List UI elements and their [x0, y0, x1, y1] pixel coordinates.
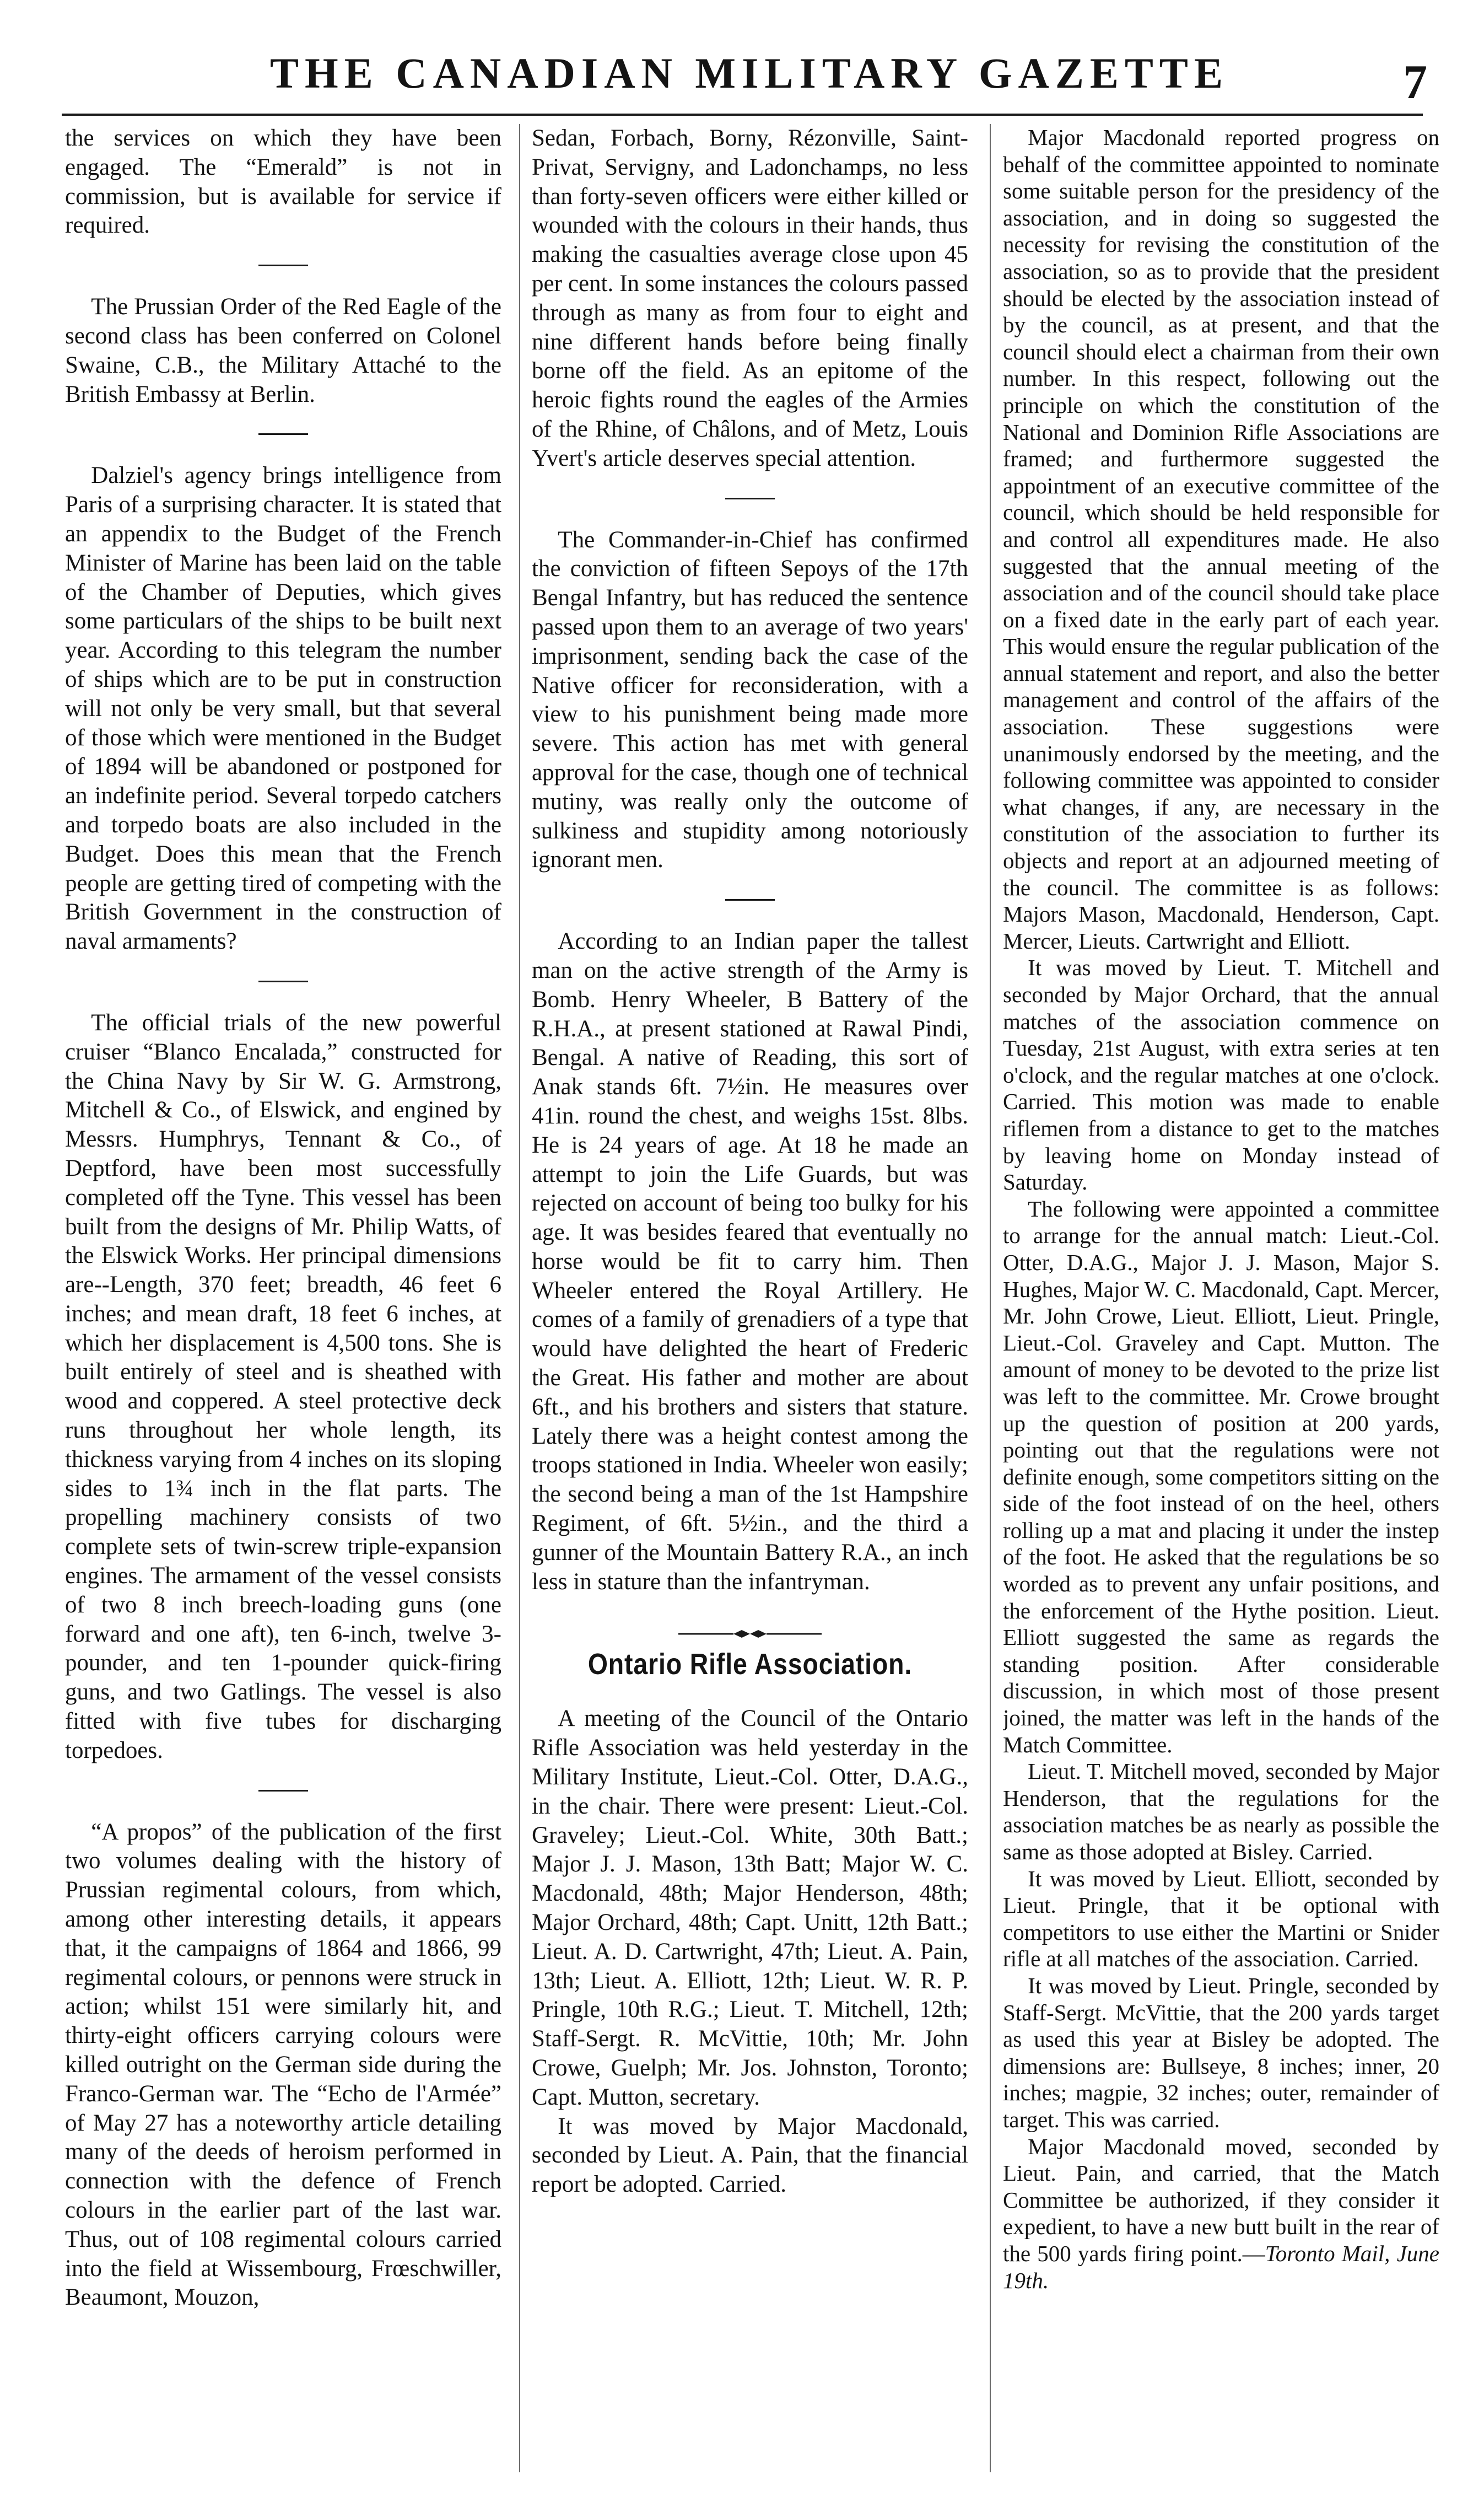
- article-ora-annual-matches: It was moved by Lieut. T. Mitchell and seconded by Major Orchard, that the annual matches of the association commence on Tuesday, 21st August, with extra series at ten o'clock, and the regular matches at one o'clock. Carried. This motion was made to enable riflemen from a distance to get to the matches by leaving home on Monday instead of Saturday.: [1003, 955, 1439, 1195]
- masthead-rule: [62, 114, 1423, 116]
- article-ora-committee: The following were appointed a committee to arrange for the annual match: Lieut.-Col. Otter, D.A.G., Major J. J. Mason, Major S. Hughes, Major W. C. Macdonald, Capt. Mercer, Mr. John Crowe, Lieut. Elliott, Lieut. Pringle, Lieut.-Col. Graveley and Capt. Mutton. The amount of money to be devoted to the prize list was left to the committee. Mr. Crowe brought up the question of position at 200 yards, pointing out that the regulations were not definite enough, some competitors sitting on the side of the foot instead of on the heel, others rolling up a mat and placing it under the instep of the foot. He asked that the regulations be so worded as to prevent any unfair positions, and the enforcement of the Hythe position. Lieut. Elliott suggested the same as regards the standing position. After considerable discussion, in which most of those present joined, the matter was left in the hands of the Match Committee.: [1003, 1196, 1439, 1757]
- article-ora-financial: It was moved by Major Macdonald, seconded by Lieut. A. Pain, that the financial report be adopted. Carried.: [532, 2113, 968, 2198]
- article-ora-butt-text: Major Macdonald moved, seconded by Lieut. Pain, and carried, that the Match Committee be authorized, if they consider it expedient, to have a new butt built in the rear of the 500 yards firing point.—: [1003, 2133, 1439, 2266]
- article-red-eagle: The Prussian Order of the Red Eagle of the second class has been conferred on Colonel Swaine, C.B., the Military Attaché to the British Embassy at Berlin.: [65, 294, 501, 407]
- article-divider: [725, 899, 775, 901]
- column-1: [65, 124, 501, 2478]
- source-signature: Toronto Mail, June 19th.: [1003, 2240, 1439, 2293]
- page-number: 7: [1403, 56, 1427, 109]
- column-2: [532, 124, 968, 2478]
- article-emerald-continued: the services on which they have been engaged. The “Emerald” is not in commission, but is available for service if required.: [65, 125, 501, 239]
- column-divider-1: [519, 124, 520, 2472]
- article-ora-presidency: Major Macdonald reported progress on behalf of the committee appointed to nominate some suitable person for the presidency of the association, and in doing so suggested the necessity for revising the constitution of the association, so as to provide that the president should be elected by the association instead of by the council, as at present, and that the council should elect a chairman from their own number. In this respect, following out the principle on which the constitution of the National and Dominion Rifle Associations are framed; and furthermore suggested the appointment of an executive committee of the council, which should be held responsible for and control all expenditures made. He also suggested that the annual meeting of the association and of the council should take place on a fixed date in the early part of each year. This would ensure the regular publication of the annual statement and report, and also the better management and control of the affairs of the association. These suggestions were unanimously endorsed by the meeting, and the following committee was appointed to consider what changes, if any, are necessary in the constitution of the association to further its objects and report at an adjourned meeting of the council. The committee is as follows: Majors Mason, Macdonald, Henderson, Capt. Mercer, Lieuts. Cartwright and Elliott.: [1003, 125, 1439, 954]
- article-sepoys: The Commander-in-Chief has confirmed the conviction of fifteen Sepoys of the 17th Bengal Infantry, but has reduced the sentence passed upon them to an average of two years' imprisonment, sending back the case of the Native officer for reconsideration, with a view to his punishment being made more severe. This action has met with general approval for the case, though one of technical mutiny, was really only the outcome of sulkiness and stupidity among notoriously ignorant men.: [532, 526, 968, 873]
- article-ora-meeting: A meeting of the Council of the Ontario Rifle Association was held yesterday in the Military Institute, Lieut.-Col. Otter, D.A.G., in the chair. There were present: Lieut.-Col. Graveley; Lieut.-Col. White, 30th Batt.; Major J. J. Mason, 13th Batt; Major W. C. Macdonald, 48th; Major Henderson, 48th; Major Orchard, 48th; Capt. Unitt, 12th Batt.; Lieut. A. D. Cartwright, 47th; Lieut. A. Pain, 13th; Lieut. A. Elliott, 12th; Lieut. W. R. P. Pringle, 10th R.G.; Lieut. T. Mitchell, 12th; Staff-Sergt. R. McVittie, 10th; Mr. John Crowe, Guelph; Mr. Jos. Johnston, Toronto; Capt. Mutton, secretary.: [532, 1706, 968, 2110]
- article-blanco-encalada: The official trials of the new powerful cruiser “Blanco Encalada,” constructed for the China Navy by Sir W. G. Armstrong, Mitchell & Co., of Elswick, and engined by Messrs. Humphrys, Tennant & Co., of Deptford, have been most successfully completed off the Tyne. This vessel has been built from the designs of Mr. Philip Watts, of the Elswick Works. Her principal dimensions are--Length, 370 feet; breadth, 46 feet 6 inches; and mean draft, 18 feet 6 inches, at which her displacement is 4,500 tons. She is built entirely of steel and is sheathed with wood and coppered. A steel protective deck runs throughout her whole length, its thickness varying from 4 inches on its sloping sides to 1¾ inch in the flat parts. The propelling machinery consists of two complete sets of twin-screw triple-expansion engines. The armament of the vessel consists of two 8 inch breech-loading guns (one forward and one aft), ten 6-inch, twelve 3-pounder, and ten 1-pounder quick-firing guns, and two Gatlings. The vessel is also fitted with five tubes for discharging torpedoes.: [65, 1009, 501, 1763]
- column-divider-2: [990, 124, 991, 2472]
- ornamental-rule: [678, 1618, 822, 1631]
- article-ora-butt: [1003, 2133, 1439, 2294]
- article-divider: [258, 981, 308, 982]
- column-3: [1003, 124, 1439, 2478]
- article-ora-regulations: Lieut. T. Mitchell moved, seconded by Major Henderson, that the regulations for the association matches be as nearly as possible the same as those adopted at Bisley. Carried.: [1003, 1758, 1439, 1864]
- article-divider: [725, 498, 775, 499]
- article-prussian-colours: “A propos” of the publication of the first two volumes dealing with the history of Prussian regimental colours, from which, among other interesting details, it appears that, it the campaigns of 1864 and 1866, 99 regimental colours, or pennons were struck in action; whilst 151 were similarly hit, and thirty-eight officers carrying colours were killed outright on the German side during the Franco-German war. The “Echo de l'Armée” of May 27 has a noteworthy article detailing many of the deeds of heroism performed in connection with the defence of French colours in the earlier part of the last war. Thus, out of 108 regimental colours carried into the field at Wissembourg, Frœschwiller, Beaumont, Mouzon,: [65, 1819, 501, 2311]
- article-divider: [258, 265, 308, 266]
- article-divider: [258, 433, 308, 435]
- article-tallest-man: According to an Indian paper the tallest man on the active strength of the Army is Bomb. Henry Wheeler, B Battery of the R.H.A., at present stationed at Rawal Pindi, Bengal. A native of Reading, this sort of Anak stands 6ft. 7½in. He measures over 41in. round the chest, and weighs 15st. 8lbs. He is 24 years of age. At 18 he made an attempt to join the Life Guards, but was rejected on account of being too bulky for his age. It was besides feared that eventually no horse would be fit to carry him. Then Wheeler entered the Royal Artillery. He comes of a family of grenadiers of a type that would have delighted the heart of Frederic the Great. His father and mother are about 6ft., and his brothers and sisters that stature. Lately there was a height contest among the troops stationed in India. Wheeler won easily; the second being a man of the 1st Hampshire Regiment, of 6ft. 5½in., and the third a gunner of the Mountain Battery R.A., an inch less in stature than the infantryman.: [532, 928, 968, 1595]
- article-prussian-colours-continued: Sedan, Forbach, Borny, Rézonville, Saint-Privat, Servigny, and Ladonchamps, no less than forty-seven officers were either killed or wounded with the colours in their hands, thus making the casualties average close upon 45 per cent. In some instances the colours passed through as many as from four to eight and nine different hands before being finally borne off the field. As an epitome of the heroic fights round the eagles of the Armies of the Rhine, of Châlons, and of Metz, Louis Yvert's article deserves special attention.: [532, 125, 968, 471]
- masthead-title: THE CANADIAN MILITARY GAZETTE: [270, 49, 1229, 97]
- section-heading: Ontario Rifle Association.: [587, 1648, 913, 1681]
- article-divider: [258, 1790, 308, 1792]
- article-french-budget: Dalziel's agency brings intelligence from Paris of a surprising character. It is stated that an appendix to the Budget of the French Minister of Marine has been laid on the table of the Chamber of Deputies, which gives some particulars of the ships to be built next year. According to this telegram the number of ships which are to be put in construction will not only be very small, but that several of those which were mentioned in the Budget of 1894 will be abandoned or postponed for an indefinite period. Several torpedo catchers and torpedo boats are also included in the Budget. Does this mean that the French people are getting tired of competing with the British Government in the construction of naval armaments?: [65, 462, 501, 955]
- article-ora-rifles: It was moved by Lieut. Elliott, seconded by Lieut. Pringle, that it be optional with competitors to use either the Martini or Snider rifle at all matches of the association. Carried.: [1003, 1865, 1439, 1972]
- article-ora-target: It was moved by Lieut. Pringle, seconded by Staff-Sergt. McVittie, that the 200 yards target as used this year at Bisley be adopted. The dimensions are: Bullseye, 8 inches; inner, 20 inches; magpie, 32 inches; outer, remainder of target. This was carried.: [1003, 1972, 1439, 2132]
